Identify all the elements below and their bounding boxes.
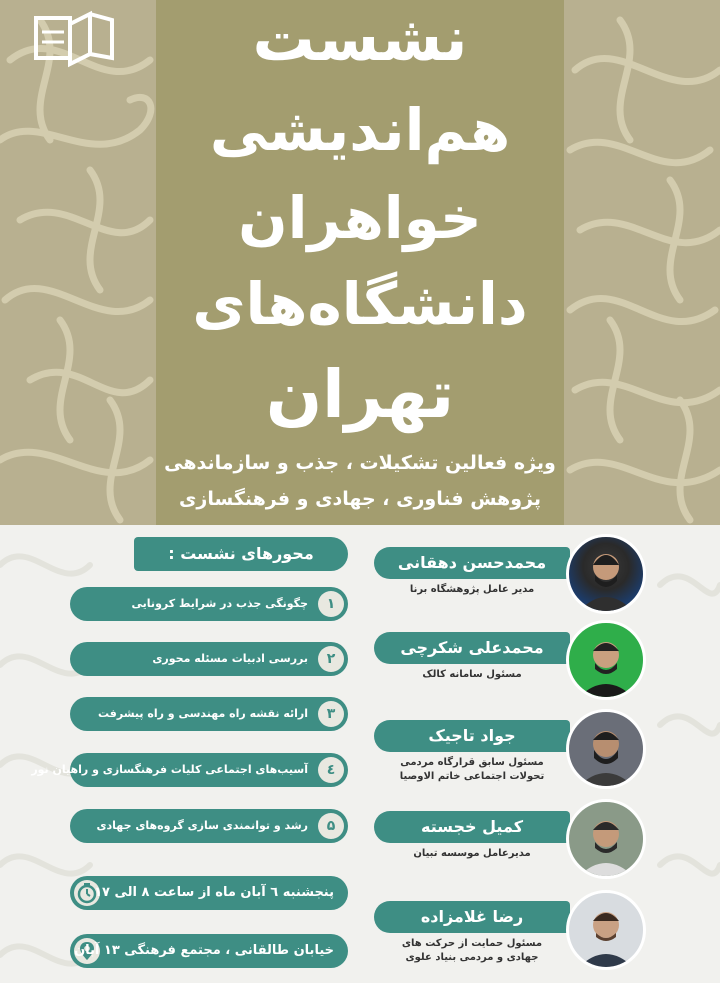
speaker-1-role-line-1: مدیر عامل پژوهشگاه برنا [409, 584, 535, 595]
topic-number: ۲ [318, 646, 344, 672]
speaker-4-role-line-1: مدیرعامل موسسه تبیان [413, 848, 531, 859]
topic-text: چگونگی جذب در شرایط کرونایی [131, 597, 308, 610]
topic-text: ارائه نقشه راه مهندسی و راه پیشرفت [98, 707, 308, 720]
topic-item-1 [70, 587, 348, 621]
speaker-2-name: محمدعلی شکرچی [374, 632, 570, 664]
speaker-2-role [374, 668, 570, 682]
title-line-3: خواهران [238, 184, 482, 252]
title-line-5: تهران [265, 356, 455, 433]
topic-text: بررسی ادبیات مسئله محوری [152, 652, 308, 665]
speaker-3-role [374, 756, 570, 784]
speaker-2-role-line-1: مسئول سامانه کالک [422, 669, 522, 680]
topic-number: ۳ [318, 701, 344, 727]
organization-logo [28, 8, 120, 70]
topic-text: آسیب‌های اجتماعی کلیات فرهنگسازی و راهیان نور [31, 763, 308, 776]
speaker-3-name: جواد تاجیک [374, 720, 570, 752]
topic-number: ٤ [318, 757, 344, 783]
speaker-1-avatar [566, 534, 646, 614]
event-location-text: خیابان طالقانی ، مجتمع فرهنگی ۱۳ آبان [74, 943, 334, 958]
event-datetime [70, 876, 348, 910]
speaker-3-avatar [566, 709, 646, 789]
topic-number: ۱ [318, 591, 344, 617]
topic-item-5 [70, 809, 348, 843]
speaker-3-role-line-2: تحولات اجتماعی خاتم الاوصیا [399, 771, 545, 782]
subtitle-line-1: ویژه فعالین تشکیلات ، جذب و سازماندهی [164, 452, 556, 474]
speaker-1-name: محمدحسن دهقانی [374, 547, 570, 579]
speaker-4-avatar [566, 799, 646, 879]
title-line-4: دانشگاه‌های [192, 270, 528, 338]
speaker-3-role-line-1: مسئول سابق قرارگاه مردمی [400, 757, 544, 768]
speaker-5-role [374, 937, 570, 965]
speaker-5-avatar [566, 890, 646, 970]
subtitle-line-2: پژوهش فناوری ، جهادی و فرهنگسازی [179, 488, 541, 510]
speaker-5-name: رضا غلامزاده [374, 901, 570, 933]
speaker-5-role-line-1: مسئول حمایت از حرکت های [401, 938, 543, 949]
topic-number: ۵ [318, 813, 344, 839]
topics-heading: محورهای نشست : [134, 537, 348, 571]
topic-item-3 [70, 697, 348, 731]
speaker-1-role [374, 583, 570, 597]
speaker-5-role-line-2: جهادی و مردمی بنیاد علوی [405, 952, 539, 963]
topic-item-4 [31, 753, 348, 787]
speaker-4-name: کمیل خجسته [374, 811, 570, 843]
topic-text: رشد و توانمندی سازی گروه‌های جهادی [96, 819, 308, 832]
title-line-2: هم‌اندیشی [209, 96, 511, 164]
speaker-2-avatar [566, 620, 646, 700]
topic-item-2 [70, 642, 348, 676]
event-location [70, 934, 348, 968]
title-panel [156, 0, 564, 525]
event-datetime-text: پنجشنبه ٦ آبان ماه از ساعت ۸ الی ۱۷ [94, 885, 334, 900]
title-line-1: نشست [252, 2, 468, 75]
speaker-4-role [374, 847, 570, 861]
